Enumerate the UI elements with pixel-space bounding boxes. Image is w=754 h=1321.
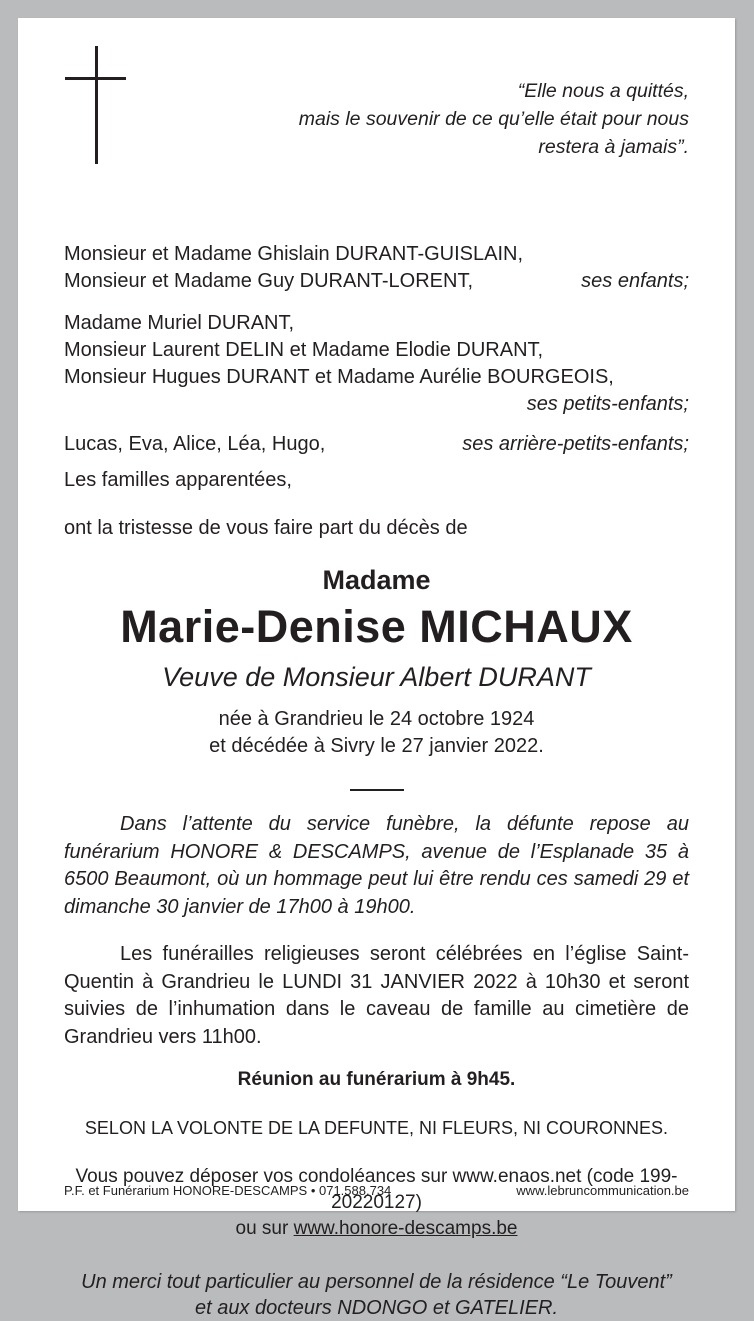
funeral-paragraph: Les funérailles religieuses seront célébrées en l’église Saint-Quentin à Grandrieu le LUNDI 31 JANVIER 2022 à 10h30 et seront suivies de l’inhumation dans le caveau de famille au cimetière de Grandrieu vers 11h00. [64,943,689,1048]
section-divider [350,789,404,791]
funeral-home-info: P.F. et Funérarium HONORE-DESCAMPS • 071.588.734 [64,1183,392,1198]
deceased-name: Marie-Denise MICHAUX [120,601,633,652]
grandchildren-line-1: Madame Muriel DURANT, [64,312,295,334]
grandchildren-line-3: Monsieur Hugues DURANT et Madame Aurélie BOURGEOIS, [64,366,614,388]
thanks-line-2: et aux docteurs NDONGO et GATELIER. [194,1297,559,1319]
condolences-website-link[interactable]: www.honore-descamps.be [293,1218,518,1239]
children-line-2-row [64,268,689,295]
deceased-widow-of: Veuve de Monsieur Albert DURANT [162,662,591,692]
grandchildren-group [64,310,689,418]
quote-line-2: mais le souvenir de ce qu’elle était pour nous [298,108,689,130]
condolences-line-1: Vous pouvez déposer vos condoléances sur www.enaos.net (code 199-20220127) [75,1166,678,1213]
children-relation: ses enfants; [581,270,689,292]
cross-icon [18,18,178,198]
obituary-card [18,18,735,1319]
birth-line: née à Grandrieu le 24 octobre 1924 [218,708,535,730]
meeting-line: Réunion au funérarium à 9h45. [237,1069,516,1090]
great-grandchildren-names: Lucas, Eva, Alice, Léa, Hugo, [64,433,326,455]
quote-line-1: “Elle nous a quittés, [517,80,689,102]
cross-horizontal-bar [65,77,126,80]
announcement-line: ont la tristesse de vous faire part du décès de [64,517,468,539]
thanks-block [64,1269,689,1321]
condolences-block [64,1164,689,1242]
family-section [64,241,689,542]
deceased-dates [64,706,689,760]
children-line-2: Monsieur et Madame Guy DURANT-LORENT, [64,270,474,292]
condolences-or-text: ou sur [235,1218,289,1239]
grandchildren-line-2: Monsieur Laurent DELIN et Madame Elodie DURANT, [64,339,544,361]
wishes-line: SELON LA VOLONTE DE LA DEFUNTE, NI FLEURS, NI COURONNES. [84,1118,669,1138]
children-line-1: Monsieur et Madame Ghislain DURANT-GUISLAIN, [64,243,524,265]
children-group [64,241,689,295]
thanks-line-1: Un merci tout particulier au personnel de la résidence “Le Touvent” [81,1271,672,1293]
cross-vertical-bar [95,46,98,164]
quote-line-3: restera à jamais”. [538,136,689,158]
related-families-line: Les familles apparentées, [64,469,292,491]
footer [64,1183,689,1198]
deceased-block [64,565,689,760]
great-grandchildren-row [64,431,689,458]
death-line: et décédée à Sivry le 27 janvier 2022. [209,735,544,757]
great-grandchildren-relation: ses arrière-petits-enfants; [462,433,689,455]
repose-paragraph: Dans l’attente du service funèbre, la défunte repose au funérarium HONORE & DESCAMPS, avenue de l’Esplanade 35 à 6500 Beaumont, où un hommage peut lui être rendu ces samedi 29 et dimanche 30 janvier de 17h00 à 19h00. [64,813,689,918]
printer-website: www.lebruncommunication.be [516,1183,689,1198]
condolences-line-2 [64,1216,689,1242]
deceased-title: Madame [322,565,431,595]
card-content [18,18,735,1319]
grandchildren-relation: ses petits-enfants; [526,393,689,415]
